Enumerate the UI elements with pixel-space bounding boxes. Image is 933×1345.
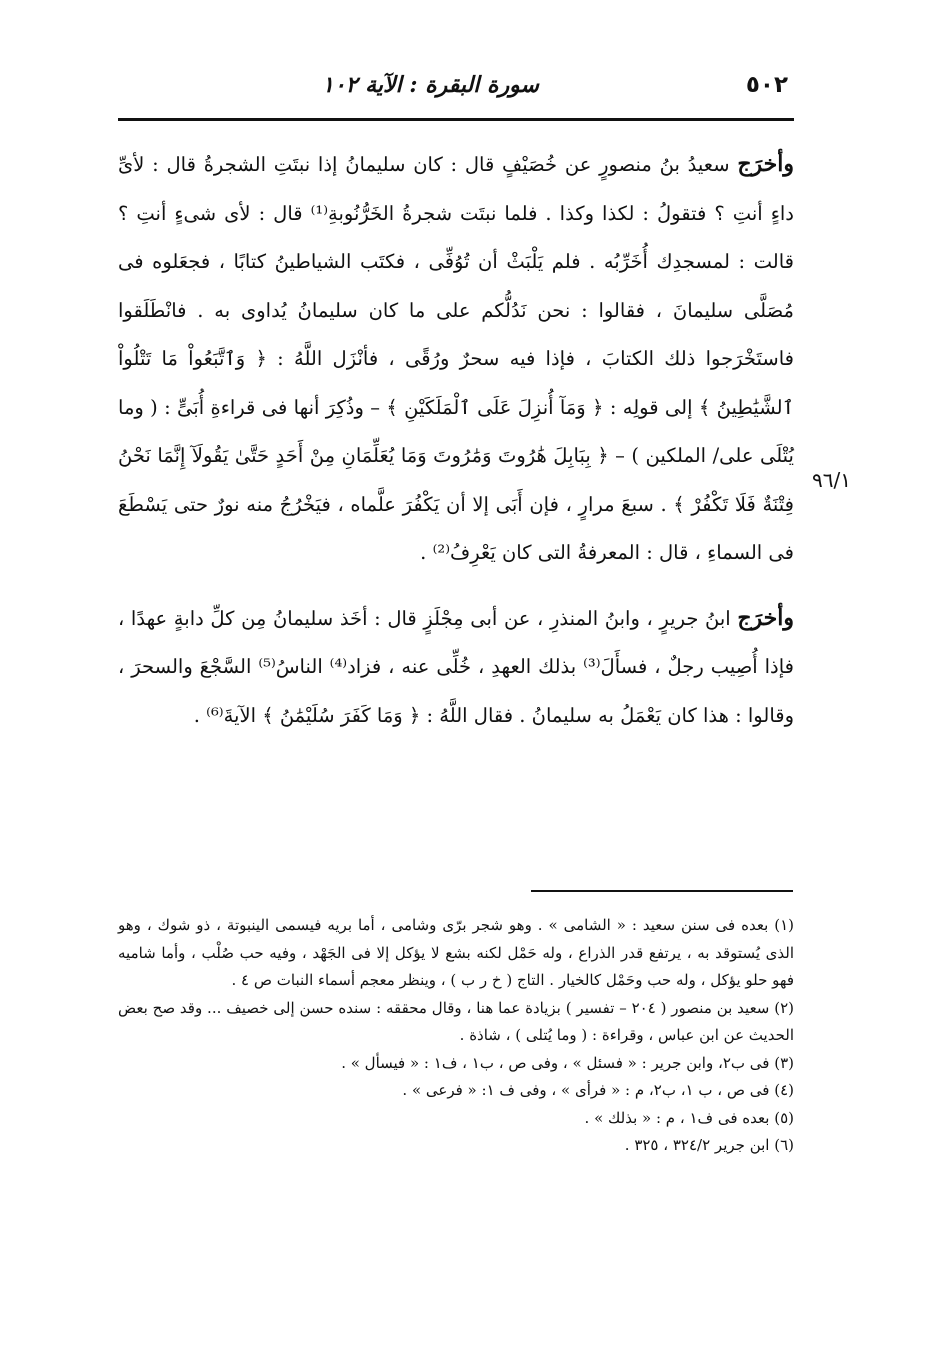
margin-reference: ٩٦/١ — [812, 468, 851, 492]
footnote-5: (٥) بعده فى ف١ ، م : « بذلك » . — [584, 1108, 794, 1127]
header-rule — [118, 118, 794, 121]
footnote-6: (٦) ابن جرير ٣٢٤/٢ ، ٣٢٥ . — [624, 1136, 794, 1154]
footnote-4: (٤) فى ص ، ب ١، ب٢، م : « فرأى » ، وفى ف ١: « فرعى » . — [402, 1081, 794, 1099]
footnote-rule — [531, 890, 793, 892]
footnote-1: (١) بعده فى سنن سعيد : « الشامى » . وهو شجر برّى وشامى ، أما بريه فيسمى الينبوتة ، ذو شوك ، وهو الذى يُستوقد به ، يرتفع قدر الذراع ، وله حَمْل لكنه بشع لا يؤكل إلا فى الجَهْد ، وفيه حب صُلْب ، وأما شاميه فهو حلو يؤكل ، وله حب وحَمْل كالخيار . التاج ( خ ر ب ) ، وينظر معجم أسماء النبات ص ٤ . — [118, 916, 794, 989]
paragraph-1 — [118, 140, 794, 578]
main-text — [118, 140, 794, 756]
page-header — [118, 68, 794, 112]
paragraph-1-text: سعيدُ بنُ منصورٍ عن خُصَيْفٍ قال : كان سليمانُ إذا نبتَتِ الشجرةُ قال : لأىِّ داءٍ أنتِ ؟ فتقولُ : لكذا وكذا . فلما نبتَت شجرةُ الخَرُّنُوبةِ⁽¹⁾ قال : لأى شىءٍ أنتِ ؟ قالت : لمسجدِك أُخَرِّبُه . فلم يَلْبَثْ أن تُوُفِّى ، فكتَب الشياطينُ كتابًا ، فجعَلوه فى مُصَلَّى سليمانَ ، فقالوا : نحن نَدُلُّكم على ما كان سليمانُ يُداوى به . فانْطَلَقوا فاستَخْرَجوا ذلك الكتابَ ، فإذا فيه سحرٌ ورُقًى ، فأنْزَل اللَّهُ : ﴿ وَٱتَّبَعُواْ مَا تَتْلُواْ ٱلشَّيَٰطِينُ ﴾ إلى قولِه : ﴿ وَمَآ أُنزِلَ عَلَى ٱلْمَلَكَيْنِ ﴾ – وذُكِرَ أنها فى قراءةِ أُبَىٍّ : ( وما يُتْلَى على/ الملكين ) – ﴿ بِبَابِلَ هَٰرُوتَ وَمَٰرُوتَ وَمَا يُعَلِّمَانِ مِنْ أَحَدٍ حَتَّىٰ يَقُولَآ إِنَّمَا نَحْنُ فِتْنَةٌ فَلَا تَكْفُرْ ﴾ . سبعَ مرارٍ ، فإن أَبَى إلا أن يَكْفُرَ علَّماه ، فيَخْرُجُ منه نورٌ حتى يَسْطَعَ فى السماءِ ، قال : المعرفةُ التى كان يَعْرِفُ⁽²⁾ . — [118, 153, 794, 564]
running-title: سورة البقرة : الآية ١٠٢ — [322, 72, 539, 98]
footnote-2: (٢) سعيد بن منصور ( ٢٠٤ – تفسير ) بزيادة عما هنا ، وقال محققه : سنده حسن إلى خصيف ... وقد صح بعض الحديث عن ابن عباس ، وقراءة : ( وما يُتلى ) ، شاذة . — [118, 998, 795, 1044]
footnotes — [118, 912, 794, 1160]
paragraph-1-lead: وأخرَج — [737, 151, 794, 177]
paragraph-2 — [118, 594, 794, 741]
paragraph-2-lead: وأخرَج — [737, 604, 794, 631]
page-number: ٥٠٢ — [745, 72, 788, 98]
footnote-3: (٣) فى ب٢، وابن جرير : « فسئل » ، وفى ص ، ب١ ، ف١ : « فيسأل » . — [341, 1053, 794, 1072]
paragraph-2-text: ابنُ جريرٍ ، وابنُ المنذرِ ، عن أبى مِجْلَزٍ قال : أخَذ سليمانُ مِن كلِّ دابةٍ عهدًا ، فإذا أُصِيب رجلٌ ، فسأَلَ⁽³⁾ بذلك العهدِ ، خُلِّى عنه ، فزاد⁽⁴⁾ الناسُ⁽⁵⁾ السَّجْعَ والسحرَ ، وقالوا : هذا كان يَعْمَلُ به سليمانُ . فقال اللَّهُ : ﴿ وَمَا كَفَرَ سُلَيْمَٰنُ ﴾ الآيةَ⁽⁶⁾ . — [118, 606, 794, 727]
